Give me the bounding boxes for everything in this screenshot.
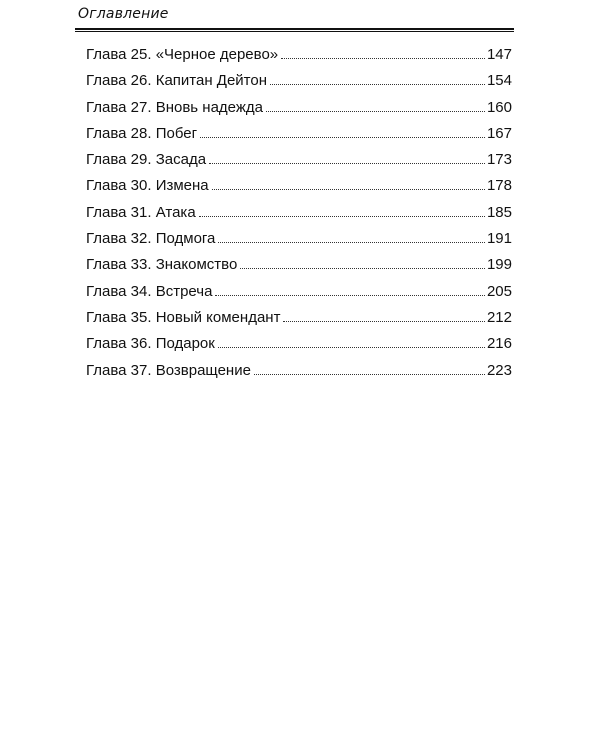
- toc-dot-leader: [270, 70, 485, 85]
- toc-page-number: 191: [486, 230, 512, 248]
- toc-dot-leader: [266, 97, 485, 112]
- toc-chapter-title: Глава 29. Засада: [86, 151, 207, 169]
- toc-page-number: 223: [486, 361, 512, 379]
- toc-entry: [86, 68, 512, 94]
- toc-entry: [86, 279, 512, 305]
- toc-dot-leader: [254, 360, 485, 375]
- toc-chapter-title: Глава 28. Побег: [86, 124, 198, 142]
- toc-chapter-title: Глава 32. Подмога: [86, 230, 216, 248]
- toc-page-number: 212: [486, 308, 512, 326]
- toc-chapter-title: Глава 26. Капитан Дейтон: [86, 72, 267, 90]
- table-of-contents: [86, 42, 512, 384]
- toc-chapter-title: Глава 31. Атака: [86, 203, 196, 221]
- running-header: Оглавление: [78, 6, 169, 22]
- toc-entry: [86, 331, 512, 357]
- toc-dot-leader: [218, 333, 485, 348]
- toc-entry: [86, 147, 512, 173]
- toc-page-number: 173: [486, 151, 512, 169]
- toc-chapter-title: Глава 37. Возвращение: [86, 361, 251, 379]
- toc-entry: [86, 305, 512, 331]
- toc-dot-leader: [209, 149, 485, 164]
- toc-page-number: 167: [486, 124, 512, 142]
- toc-page-number: 205: [486, 282, 512, 300]
- toc-chapter-title: Глава 36. Подарок: [86, 335, 215, 353]
- toc-dot-leader: [281, 44, 485, 59]
- toc-entry: [86, 121, 512, 147]
- toc-dot-leader: [200, 123, 485, 138]
- toc-dot-leader: [283, 307, 485, 322]
- toc-entry: [86, 200, 512, 226]
- toc-chapter-title: Глава 35. Новый комендант: [86, 308, 281, 326]
- toc-dot-leader: [240, 254, 485, 269]
- toc-page-number: 160: [486, 98, 512, 116]
- toc-page-number: 185: [486, 203, 512, 221]
- toc-page-number: 147: [486, 46, 512, 63]
- toc-page-number: 216: [486, 335, 512, 353]
- toc-page-number: 178: [486, 177, 512, 195]
- toc-dot-leader: [215, 281, 485, 296]
- toc-entry: [86, 42, 512, 68]
- header-rule: [75, 28, 514, 32]
- toc-page-number: 154: [486, 72, 512, 90]
- toc-entry: [86, 173, 512, 199]
- toc-entry: [86, 358, 512, 384]
- toc-entry: [86, 95, 512, 121]
- toc-chapter-title: Глава 27. Вновь надежда: [86, 98, 263, 116]
- toc-entry: [86, 252, 512, 278]
- toc-page-number: 199: [486, 256, 512, 274]
- toc-dot-leader: [199, 202, 485, 217]
- toc-chapter-title: Глава 30. Измена: [86, 177, 209, 195]
- toc-entry: [86, 226, 512, 252]
- toc-chapter-title: Глава 34. Встреча: [86, 282, 213, 300]
- toc-chapter-title: Глава 25. «Черное дерево»: [86, 46, 279, 63]
- toc-dot-leader: [212, 175, 485, 190]
- toc-dot-leader: [218, 228, 485, 243]
- toc-chapter-title: Глава 33. Знакомство: [86, 256, 238, 274]
